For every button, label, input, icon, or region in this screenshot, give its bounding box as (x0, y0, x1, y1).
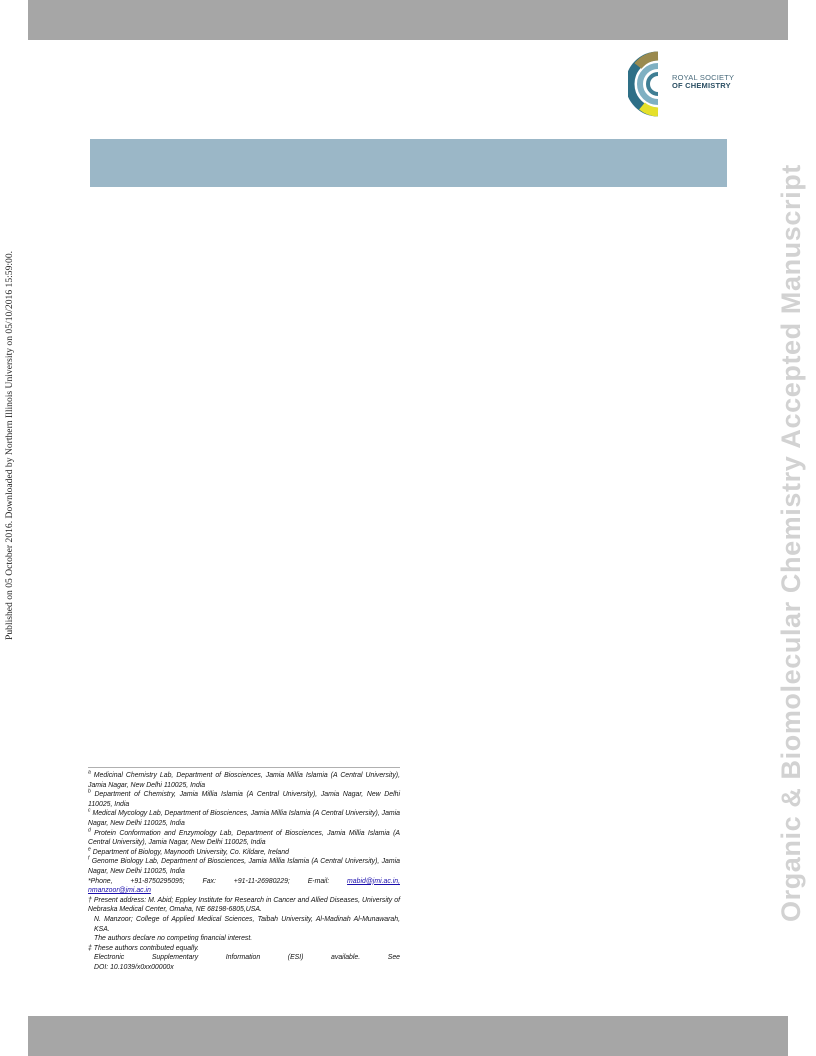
footnotes (88, 771, 400, 972)
footnote-d (88, 829, 400, 848)
header-bar (28, 0, 788, 40)
rsc-logo (628, 48, 738, 120)
contact-text: *Phone, +91-8750295095; Fax: +91-11-26980229; E-mail: (88, 877, 330, 885)
footnote-text: Department of Biology, Maynooth University, Co. Kildare, Ireland (92, 848, 289, 856)
footnote-b (88, 790, 400, 809)
footnote-rule (88, 767, 400, 768)
logo-line-1: ROYAL SOCIETY (672, 73, 735, 82)
contact-line (88, 877, 400, 887)
footnote-text: Medical Mycology Lab, Department of Biosciences, Jamia Millia Islamia (A Central University), Jamia Nagar, New Delhi 110025, India (88, 810, 401, 827)
footnote-mark: b (88, 788, 91, 795)
journal-watermark: Organic & Biomolecular Chemistry Accepted Manuscript (776, 164, 806, 922)
footnote-e (88, 848, 400, 858)
publication-stamp: Published on 05 October 2016. Downloaded by Northern Illinois University on 05/10/2016 15:59:00. (4, 250, 15, 640)
footnote-mark: d (88, 827, 91, 834)
logo-line-2: OF CHEMISTRY (672, 81, 731, 90)
title-band (90, 139, 727, 187)
footnote-c (88, 809, 400, 828)
footnote-mark: a (88, 769, 91, 776)
footnote-text: Medicinal Chemistry Lab, Department of Biosciences, Jamia Millia Islamia (A Central University), Jamia Nagar, New Delhi 110025, India (88, 772, 400, 789)
email-link-2[interactable]: nmanzoor@jmi.ac.in (88, 887, 151, 895)
footnote-text: Genome Biology Lab, Department of Biosciences, Jamia Millia Islamia (A Central University), Jamia Nagar, New Delhi 110025, India (88, 858, 400, 875)
esi-note: Electronic Supplementary Information (ESI) available. See (94, 954, 400, 962)
present-address-2: N. Manzoor; College of Applied Medical Sciences, Taibah University, Al-Madinah Al-Munawarah, KSA. (94, 915, 400, 933)
footnote-mark: c (88, 808, 91, 815)
competing-interest: The authors declare no competing financial interest. (94, 935, 253, 943)
footnote-text: Protein Conformation and Enzymology Lab, Department of Biosciences, Jamia Millia Islamia (A Central University), Jamia Nagar, New Delhi 110025, India (88, 829, 401, 847)
contact-line-2 (88, 886, 400, 896)
footnote-text: Department of Chemistry, Jamia Millia Islamia (A Central University), Jamia Nagar, New Delhi 110025, India (88, 791, 400, 808)
rsc-logo-text (672, 74, 734, 90)
present-address-1: † Present address: M. Abid; Eppley Institute for Research in Cancer and Allied Diseases, University of Nebraska Medical Center, Omaha, NE 68198-6805,USA. (88, 896, 400, 914)
footnote-a (88, 771, 400, 790)
footer-bar (28, 1016, 788, 1056)
rsc-logo-icon (628, 48, 672, 120)
email-link-1[interactable]: mabid@jmi.ac.in, (347, 877, 400, 885)
footnote-mark: e (88, 846, 91, 853)
footnote-f (88, 857, 400, 876)
equal-contribution: ‡ These authors contributed equally. (88, 944, 199, 952)
footnote-mark: f (88, 856, 90, 863)
esi-doi: DOI: 10.1039/x0xx00000x (94, 963, 174, 971)
